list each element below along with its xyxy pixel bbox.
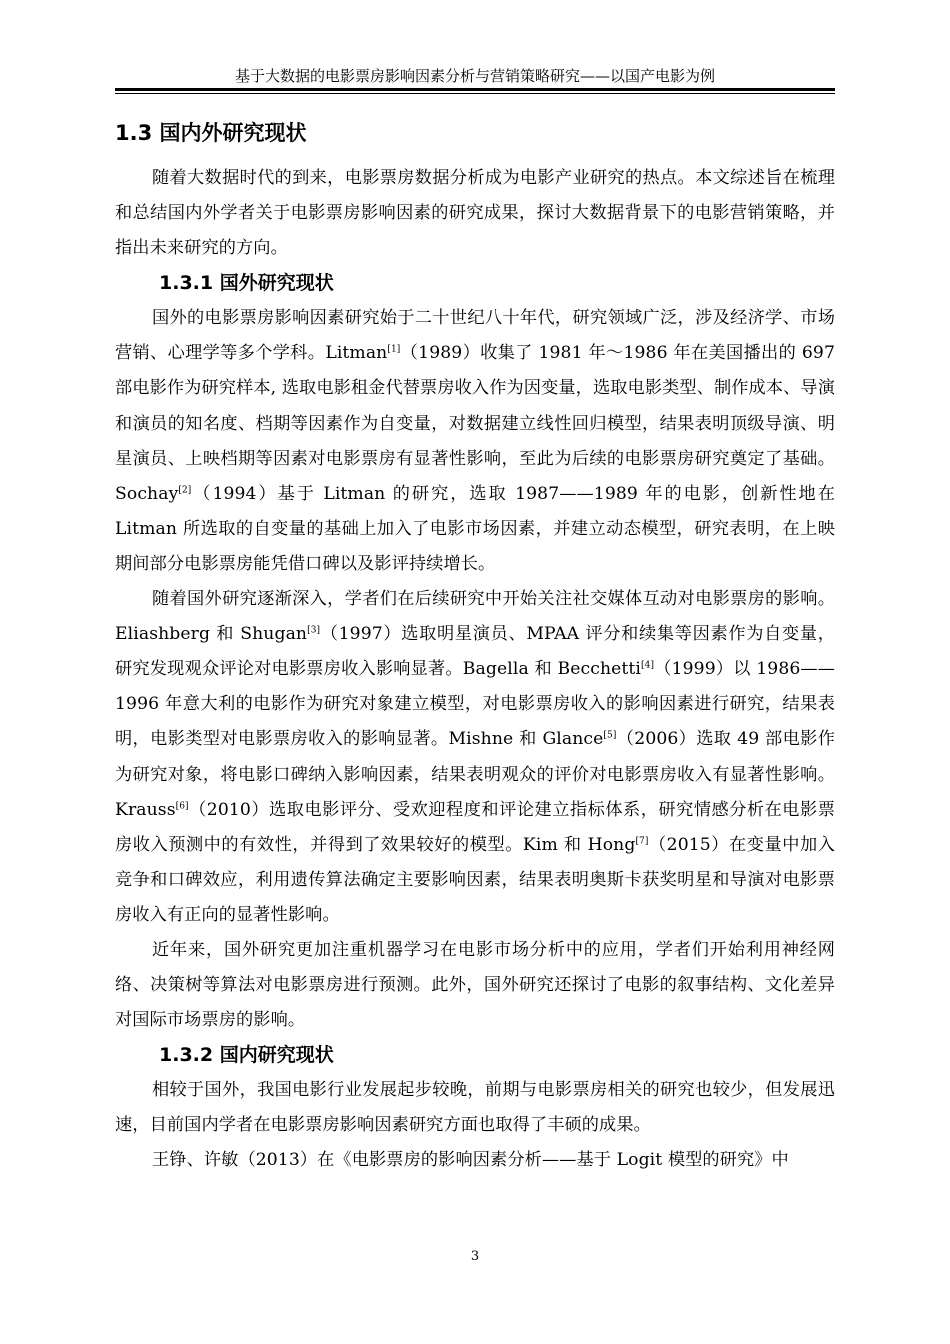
foreign-paragraph-1: [115, 301, 835, 582]
text-run: （1999）以 1986——1996 年意大利的电影作为研究对象建立模型，对电影票房收入的影响因素进行研究，结果表明，电影类型对电影票房收入的影响显著。Mishne 和 Glance: [115, 659, 835, 750]
header-rule-thick: [115, 88, 835, 91]
text-run: （2006）选取 49 部电影作为研究对象，将电影口碑纳入影响因素，结果表明观众的评价对电影票房收入有显著性影响。Krauss: [115, 729, 835, 820]
citation-ref: [6]: [175, 800, 189, 811]
section-intro-paragraph: 随着大数据时代的到来，电影票房数据分析成为电影产业研究的热点。本文综述旨在梳理和总结国内外学者关于电影票房影响因素的研究成果，探讨大数据背景下的电影营销策略，并指出未来研究的方向。: [115, 168, 835, 259]
foreign-paragraph-3: 近年来，国外研究更加注重机器学习在电影市场分析中的应用，学者们开始利用神经网络、决策树等算法对电影票房进行预测。此外，国外研究还探讨了电影的叙事结构、文化差异对国际市场票房的影响。: [115, 939, 835, 1031]
subsection-heading-domestic: 1.3.2 国内研究现状: [159, 1044, 334, 1067]
header-rule-thin: [115, 93, 835, 94]
text-run: （1997）选取明星演员、MPAA 评分和续集等因素作为自变量，研究发现观众评论对电影票房收入影响显著。Bagella 和 Becchetti: [115, 624, 835, 680]
domestic-paragraph-2: 王铮、许敏（2013）在《电影票房的影响因素分析——基于 Logit 模型的研究》中: [152, 1150, 789, 1171]
running-header: 基于大数据的电影票房影响因素分析与营销策略研究——以国产电影为例: [234, 67, 715, 85]
section-heading: 1.3 国内外研究现状: [115, 121, 307, 145]
domestic-paragraph-1: 相较于国外，我国电影行业发展起步较晚，前期与电影票房相关的研究也较少，但发展迅速，目前国内学者在电影票房影响因素研究方面也取得了丰硕的成果。: [115, 1080, 835, 1136]
citation-ref: [3]: [307, 625, 321, 636]
text-run: （2010）选取电影评分、受欢迎程度和评论建立指标体系，研究情感分析在电影票房收入预测中的有效性，并得到了效果较好的模型。Kim 和 Hong: [115, 799, 835, 855]
text-run: （1989）收集了 1981 年～1986 年在美国播出的 697 部电影作为研究样本, 选取电影租金代替票房收入作为因变量，选取电影类型、制作成本、导演和演员的知名度、档期等因素作为自变量，对数据建立线性回归模型，结果表明顶级导演、明星演员、上映档期等因素对电影票房有显著性影响，至此为后续的电影票房研究奠定了基础。Sochay: [115, 343, 836, 504]
citation-ref: [5]: [603, 730, 617, 741]
subsection-heading-foreign: 1.3.1 国外研究现状: [159, 272, 334, 295]
foreign-paragraph-2: [115, 582, 835, 933]
citation-ref: [7]: [635, 835, 649, 846]
text-run: 国外的电影票房影响因素研究始于二十世纪八十年代，研究领域广泛，涉及经济学、市场营销、心理学等多个学科。Litman: [115, 308, 835, 364]
text-run: 随着国外研究逐渐深入，学者们在后续研究中开始关注社交媒体互动对电影票房的影响。Eliashberg 和 Shugan: [115, 589, 835, 645]
citation-ref: [1]: [387, 344, 401, 355]
citation-ref: [4]: [641, 660, 655, 671]
text-run: （2015）在变量中加入竞争和口碑效应，利用遗传算法确定主要影响因素，结果表明奥斯卡获奖明星和导演对电影票房收入有正向的显著性影响。: [115, 834, 835, 925]
page-body: [115, 115, 835, 1179]
citation-ref: [2]: [178, 485, 192, 496]
page-number: 3: [470, 1249, 480, 1264]
text-run: （1994）基于 Litman 的研究，选取 1987——1989 年的电影，创新性地在 Litman 所选取的自变量的基础上加入了电影市场因素，并建立动态模型，研究表明，在上映期间部分电影票房能凭借口碑以及影评持续增长。: [115, 483, 835, 574]
